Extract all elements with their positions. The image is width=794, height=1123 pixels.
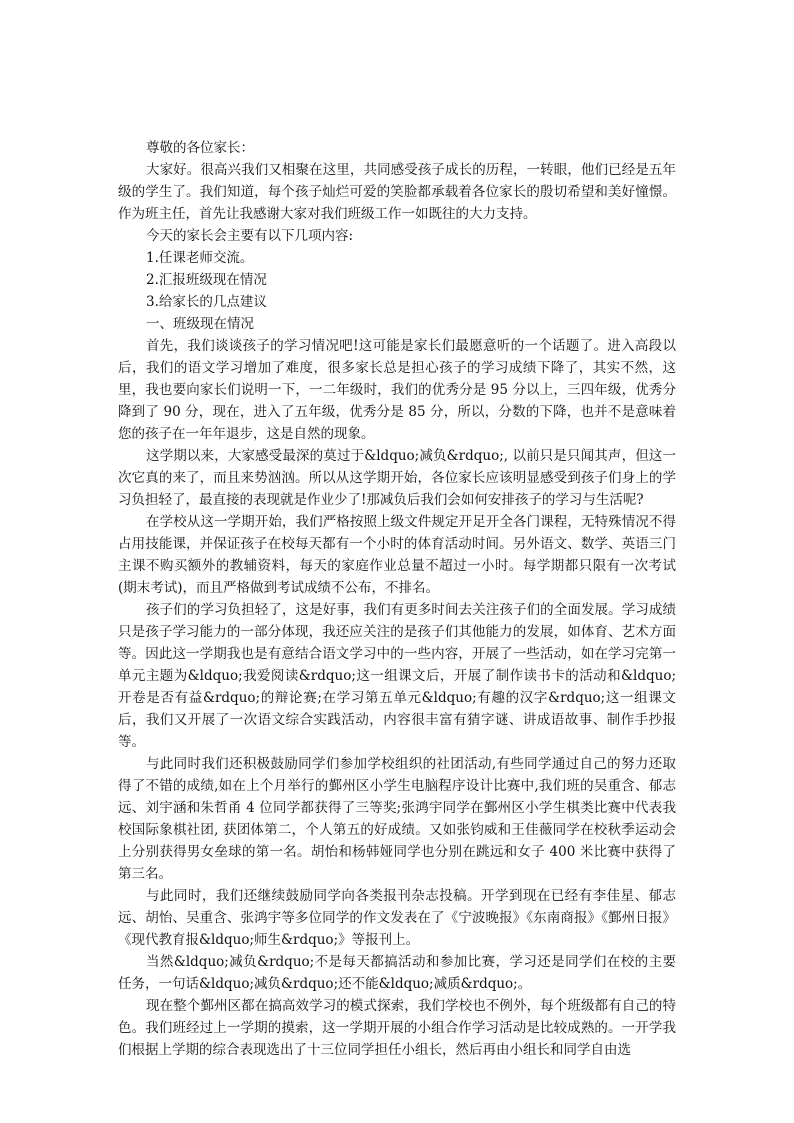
- paragraph-quality: 当然&ldquo;减负&rdquo;不是每天都搞活动和参加比赛，学习还是同学们在校的主要任务，一句话&ldquo;减负&rdquo;还不能&ldquo;减质&rdquo;。: [118, 954, 676, 992]
- paragraph-opening: 大家好。很高兴我们又相聚在这里，共同感受孩子成长的历程，一转眼，他们已经是五年级的学生了。我们知道，每个孩子灿烂可爱的笑脸都承载着各位家长的殷切希望和美好憧憬。作为班主任，首先让我感谢大家对我们班级工作一如既往的大力支持。: [118, 162, 676, 222]
- salutation: 尊敬的各位家长：: [146, 140, 254, 156]
- agenda-item-3: 3.给家长的几点建议: [146, 294, 267, 310]
- section-heading: 一、班级现在情况: [146, 316, 254, 332]
- agenda-item-1: 1.任课老师交流。: [146, 250, 254, 266]
- agenda-item-2: 2.汇报班级现在情况: [146, 272, 267, 288]
- paragraph-clubs: 与此同时我们还积极鼓励同学们参加学校组织的社团活动,有些同学通过自己的努力还取得了不错的成绩,如在上个月举行的鄞州区小学生电脑程序设计比赛中,我们班的吴重含、郁志远、刘宇涵和朱哲甬 4 位同学都获得了三等奖;张鸿宇同学在鄞州区小学生棋类比赛中代表我校国际象棋社团, 获团体第二，个人第五的好成绩。又如张钧威和王佳薇同学在校秋季运动会上分别获得男女垒球的第一名。胡怡和杨韩娅同学也分别在跳远和女子 400 米比赛中获得了第三名。: [118, 756, 676, 882]
- letter-document: [118, 137, 676, 1061]
- paragraph-group-learning: 现在整个鄞州区都在搞高效学习的模式探索，我们学校也不例外，每个班级都有自己的特色。我们班经过上一学期的摸索，这一学期开展的小组合作学习活动是比较成熟的。一开学我们根据上学期的综合表现选出了十三位同学担任小组长，然后再由小组长和同学自由选: [118, 998, 676, 1058]
- paragraph-study-status: 首先，我们谈谈孩子的学习情况吧!这可能是家长们最愿意听的一个话题了。进入高段以后，我们的语文学习增加了难度，很多家长总是担心孩子的学习成绩下降了，其实不然，这里，我也要向家长们说明一下，一二年级时，我们的优秀分是 95 分以上，三四年级，优秀分降到了 90 分，现在，进入了五年级，优秀分是 85 分，所以，分数的下降，也并不是意味着您的孩子在一年年退步，这是自然的现象。: [118, 338, 676, 442]
- paragraph-publications: 与此同时，我们还继续鼓励同学向各类报刊杂志投稿。开学到现在已经有李佳星、郁志远、胡怡、吴重含、张鸿宇等多位同学的作文发表在了《宁波晚报》《东南商报》《鄞州日报》《现代教育报&ldquo;师生&rdquo;》等报刊上。: [118, 888, 676, 948]
- paragraph-burden-reduction: 这学期以来，大家感受最深的莫过于&ldquo;减负&rdquo;, 以前只是只闻其声，但这一次它真的来了，而且来势汹汹。所以从这学期开始，各位家长应该明显感受到孩子们身上的学习负担轻了，最直接的表现就是作业少了!那减负后我们会如何安排孩子的学习与生活呢?: [118, 448, 676, 508]
- agenda-intro: 今天的家长会主要有以下几项内容:: [146, 228, 354, 244]
- paragraph-activities: 孩子们的学习负担轻了，这是好事，我们有更多时间去关注孩子们的全面发展。学习成绩只是孩子学习能力的一部分体现，我还应关注的是孩子们其他能力的发展，如体育、艺术方面等。因此这一学期我也是有意结合语文学习中的一些内容，开展了一些活动，如在学习完第一单元主题为&ldquo;我爱阅读&rdquo;这一组课文后，开展了制作读书卡的活动和&ldquo;开卷是否有益&rdquo;的辩论赛;在学习第五单元&ldquo;有趣的汉字&rdquo;这一组课文后，我们又开展了一次语文综合实践活动，内容很丰富有猜字谜、讲成语故事、制作手抄报等。: [118, 602, 676, 750]
- paragraph-school-policy: 在学校从这一学期开始，我们严格按照上级文件规定开足开全各门课程，无特殊情况不得占用技能课，并保证孩子在校每天都有一个小时的体育活动时间。另外语文、数学、英语三门主课不购买额外的教辅资料，每天的家庭作业总量不超过一小时。每学期都只限有一次考试(期末考试)，而且严格做到考试成绩不公布，不排名。: [118, 514, 676, 596]
